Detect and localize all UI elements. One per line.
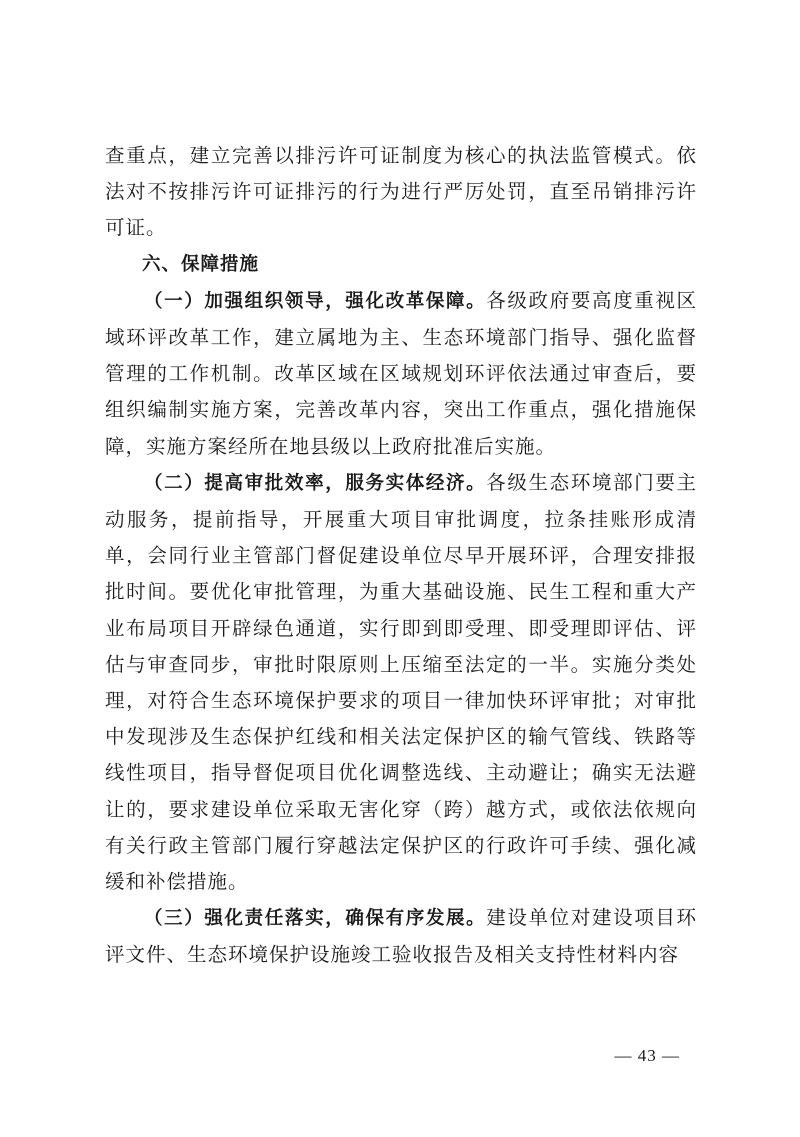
section-heading: 六、保障措施 (142, 253, 260, 275)
paragraph-body: 各级政府要高度重视区域环评改革工作，建立属地为主、生态环境部门指导、强化监督管理的工作机制。改革区域在区域规划环评依法通过审查后，要组织编制实施方案，完善改革内容，突出工作重点，强化措施保障，实施方案经所在地县级以上政府批准后实施。 (105, 288, 697, 458)
paragraph-item-2 (105, 465, 697, 900)
paragraph-lead: （三）强化责任落实，确保有序发展。 (144, 908, 487, 930)
paragraph-item-3 (105, 900, 697, 973)
paragraph-item-1 (105, 283, 697, 465)
paragraph-lead: （二）提高审批效率，服务实体经济。 (144, 472, 487, 494)
paragraph-body: 各级生态环境部门要主动服务，提前指导，开展重大项目审批调度，拉条挂账形成清单，会同行业主管部门督促建设单位尽早开展环评，合理安排报批时间。要优化审批管理，为重大基础设施、民生工程和重大产业布局项目开辟绿色通道，实行即到即受理、即受理即评估、评估与审查同步，审批时限原则上压缩至法定的一半。实施分类处理，对符合生态环境保护要求的项目一律加快环评审批；对审批中发现涉及生态保护红线和相关法定保护区的输气管线、铁路等线性项目，指导督促项目优化调整选线、主动避让；确实无法避让的，要求建设单位采取无害化穿（跨）越方式，或依法依规向有关行政主管部门履行穿越法定保护区的行政许可手续、强化减缓和补偿措施。 (105, 470, 697, 894)
document-body (105, 138, 697, 974)
paragraph-lead: （一）加强组织领导，强化改革保障。 (144, 290, 487, 312)
paragraph-continued: 查重点，建立完善以排污许可证制度为核心的执法监管模式。依法对不按排污许可证排污的行为进行严厉处罚，直至吊销排污许可证。 (105, 144, 697, 240)
paragraph-body: 建设单位对建设项目环评文件、生态环境保护设施竣工验收报告及相关支持性材料内容 (105, 906, 697, 967)
page-number: — 43 — (614, 1046, 680, 1065)
